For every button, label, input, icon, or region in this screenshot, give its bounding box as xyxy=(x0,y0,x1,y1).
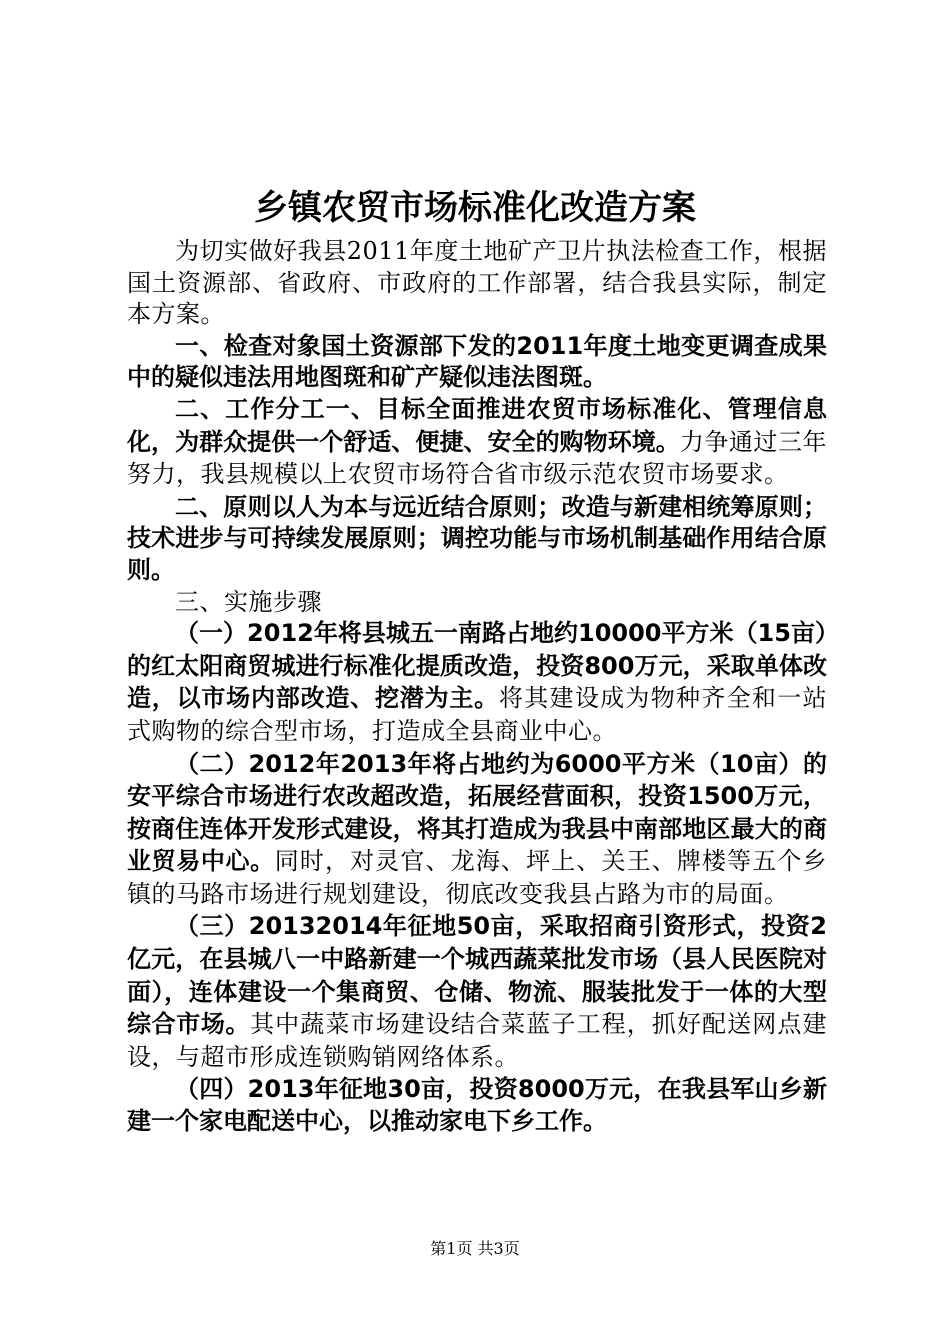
page-footer xyxy=(0,1238,950,1260)
paragraph-goals xyxy=(127,394,827,492)
paragraph-intro: 为切实做好我县2011年度土地矿产卫片执法检查工作，根据国土资源部、省政府、市政府的工作部署，结合我县实际，制定本方案。 xyxy=(127,237,827,329)
document-body xyxy=(127,236,827,1138)
document-title: 乡镇农贸市场标准化改造方案 xyxy=(254,188,696,228)
paragraph-step-1-normal: 将其建设成为物种齐全和一站式购物的综合型市场，打造成全县商业中心。 xyxy=(127,684,828,745)
paragraph-steps-heading: 三、实施步骤 xyxy=(175,587,322,616)
paragraph-step-2-bold: （二）2012年2013年将占地约为6000平方米（10亩）的安平综合市场进行农改超改造，拓展经营面积，投资1500万元，按商住连体开发形式建设，将其打造成为我县中南部地区最大的商业贸易中心。 xyxy=(127,749,827,876)
paragraph-step-3 xyxy=(127,911,827,1074)
paragraph-goals-bold: 二、工作分工一、目标全面推进农贸市场标准化、管理信息化，为群众提供一个舒适、便捷、安全的购物环境。 xyxy=(127,394,827,456)
paragraph-step-2-normal: 同时，对灵官、龙海、坪上、关王、牌楼等五个乡镇的马路市场进行规划建设，彻底改变我县占路为市的局面。 xyxy=(127,847,828,908)
paragraph-step-3-bold: （三）20132014年征地50亩，采取招商引资形式，投资2亿元，在县城八一中路新建一个城西蔬菜批发市场（县人民医院对面），连体建设一个集商贸、仓储、物流、服装批发于一体的大型综合市场。 xyxy=(127,912,827,1039)
paragraph-step-4: （四）2013年征地30亩，投资8000万元，在我县军山乡新建一个家电配送中心，以推动家电下乡工作。 xyxy=(127,1075,827,1136)
paragraph-principles: 二、原则以人为本与远近结合原则；改造与新建相统筹原则；技术进步与可持续发展原则；调控功能与市场机制基础作用结合原则。 xyxy=(127,492,827,584)
paragraph-inspection-target: 一、检查对象国土资源部下发的2011年度土地变更调查成果中的疑似违法用地图斑和矿产疑似违法图斑。 xyxy=(127,331,827,392)
page-indicator: 第1页 共3页 xyxy=(430,1239,520,1258)
paragraph-step-3-normal: 其中蔬菜市场建设结合菜蓝子工程，抓好配送网点建设，与超市形成连锁购销网络体系。 xyxy=(127,1010,828,1071)
paragraph-step-1 xyxy=(127,618,827,748)
paragraph-goals-normal: 力争通过三年努力，我县规模以上农贸市场符合省市级示范农贸市场要求。 xyxy=(127,427,828,489)
paragraph-step-1-bold: （一）2012年将县城五一南路占地约10000平方米（15亩）的红太阳商贸城进行标准化提质改造，投资800万元，采取单体改造，以市场内部改造、挖潜为主。 xyxy=(127,619,827,713)
paragraph-step-2 xyxy=(127,749,827,912)
